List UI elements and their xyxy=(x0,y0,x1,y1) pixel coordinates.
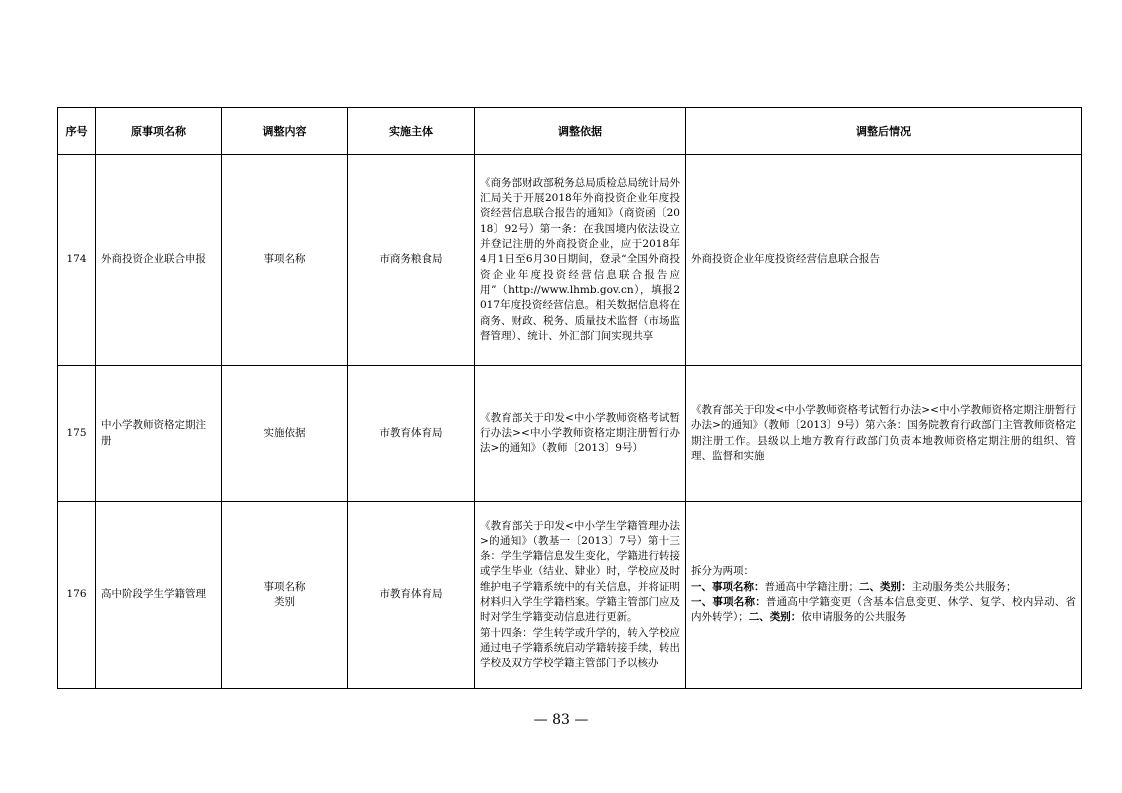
result-text: 普通高中学籍变更（含基本信息变更、休学、复学、校内异动、省内外转学）； xyxy=(691,596,1077,624)
cell-seq: 175 xyxy=(58,366,96,502)
cell-implementer: 市教育体育局 xyxy=(348,502,475,689)
cell-basis xyxy=(475,502,686,689)
cell-basis: 《教育部关于印发<中小学教师资格考试暂行办法><中小学教师资格定期注册暂行办法>的通知》（教师〔2013〕9号） xyxy=(475,366,686,502)
result-item xyxy=(691,595,1076,626)
cell-original-name: 外商投资企业联合申报 xyxy=(96,155,222,366)
header-seq: 序号 xyxy=(58,108,96,155)
cell-basis: 《商务部财政部税务总局质检总局统计局外汇局关于开展2018年外商投资企业年度投资经营信息联合报告的通知》（商资函〔2018〕92号）第一条：在我国境内依法设立并登记注册的外商投资企业，应于2018年4月1日至6月30日期间，登录“全国外商投资企业年度投资经营信息联合报告应用”（http://www.lhmb.gov.cn），填报2017年度投资经营信息。相关数据信息将在商务、财政、税务、质量技术监督（市场监督管理）、统计、外汇部门间实现共享 xyxy=(475,155,686,366)
table-row xyxy=(58,155,1082,366)
cell-result xyxy=(686,502,1082,689)
cell-original-name: 高中阶段学生学籍管理 xyxy=(96,502,222,689)
result-label: 一、事项名称： xyxy=(691,580,765,593)
header-original-name: 原事项名称 xyxy=(96,108,222,155)
basis-paragraph: 第十四条：学生转学或升学的，转入学校应通过电子学籍系统启动学籍转接手续，转出学校及双方学校学籍主管部门予以核办 xyxy=(480,626,680,670)
header-basis: 调整依据 xyxy=(475,108,686,155)
result-label: 二、类别： xyxy=(859,580,912,593)
table-row xyxy=(58,366,1082,502)
cell-seq: 174 xyxy=(58,155,96,366)
result-text: 主动服务类公共服务； xyxy=(911,580,1017,593)
result-label: 一、事项名称： xyxy=(691,596,766,608)
result-text: 普通高中学籍注册； xyxy=(764,580,859,593)
header-implementer: 实施主体 xyxy=(348,108,475,155)
result-label: 二、类别： xyxy=(748,611,802,624)
result-item xyxy=(691,580,1076,595)
result-intro: 拆分为两项： xyxy=(691,565,754,578)
cell-result: 《教育部关于印发<中小学教师资格考试暂行办法><中小学教师资格定期注册暂行办法>的通知》（教师〔2013〕9号）第六条：国务院教育行政部门主管教师资格定期注册工作。县级以上地方教育行政部门负责本地教师资格定期注册的组织、管理、监督和实施 xyxy=(686,366,1082,502)
cell-result: 外商投资企业年度投资经营信息联合报告 xyxy=(686,155,1082,366)
cell-seq: 176 xyxy=(58,502,96,689)
adjust-content-line: 类别 xyxy=(274,596,295,608)
page-number: — 83 — xyxy=(533,712,589,728)
cell-implementer: 市商务粮食局 xyxy=(348,155,475,366)
cell-adjust-content: 实施依据 xyxy=(222,366,348,502)
table-header-row xyxy=(58,108,1082,155)
table-row xyxy=(58,502,1082,689)
header-adjust-content: 调整内容 xyxy=(222,108,348,155)
adjustment-table xyxy=(57,107,1082,689)
header-result: 调整后情况 xyxy=(686,108,1082,155)
cell-adjust-content: 事项名称 xyxy=(222,155,348,366)
result-text: 依申请服务的公共服务 xyxy=(801,611,907,624)
cell-implementer: 市教育体育局 xyxy=(348,366,475,502)
cell-adjust-content xyxy=(222,502,348,689)
basis-paragraph: 《教育部关于印发<中小学生学籍管理办法>的通知》（教基一〔2013〕7号）第十三条：学生学籍信息发生变化，学籍进行转接或学生毕业（结业、肄业）时，学校应及时维护电子学籍系统中的有关信息，并将证明材料归入学生学籍档案。学籍主管部门应及时对学生学籍变动信息进行更新。 xyxy=(480,519,680,624)
cell-original-name: 中小学教师资格定期注册 xyxy=(96,366,222,502)
adjust-content-line: 事项名称 xyxy=(263,580,306,593)
